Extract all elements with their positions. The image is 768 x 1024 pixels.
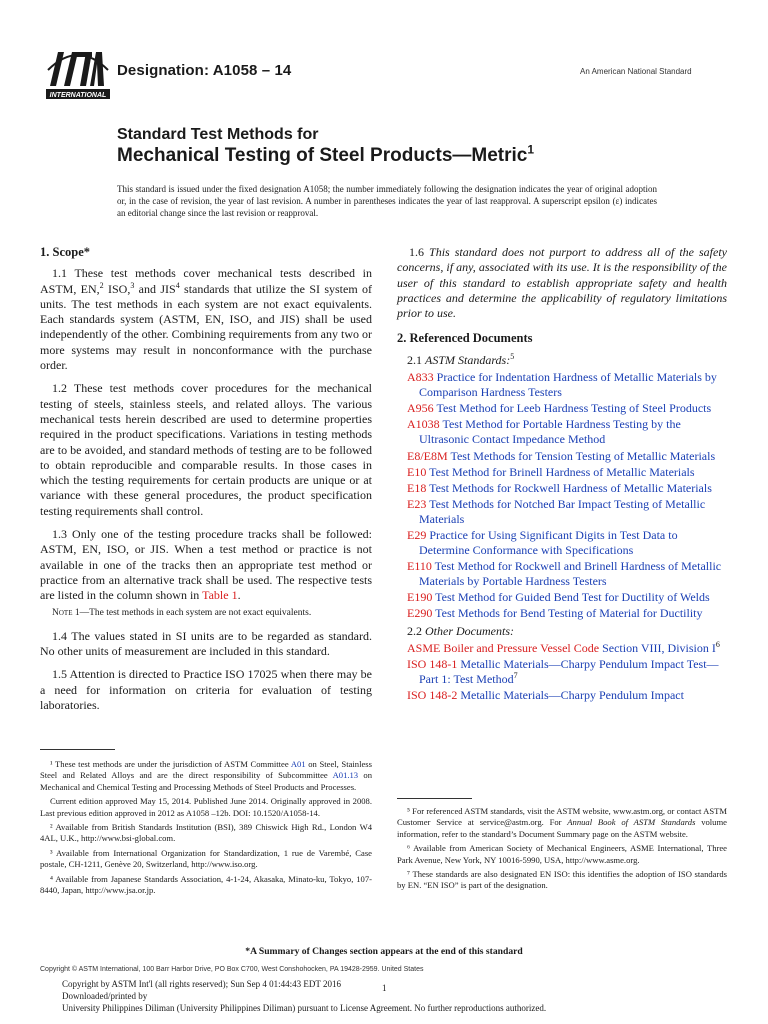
- astm-reference-item: [397, 590, 727, 605]
- paragraph-1-3: 1.3 Only one of the testing procedure tracks shall be followed: ASTM, EN, ISO, or JIS. When a test method or practice is not available in one of the tracks then an appropriate test method or practice from an alternative track shall be used. The respective tests are listed in the column shown in Table 1.: [40, 527, 372, 603]
- astm-reference-item: [397, 449, 727, 464]
- paragraph-1-1: 1.1 These test methods cover mechanical tests described in ASTM, EN,$^2$ ISO,$^3$ and JIS$^4$ standards that utilize the SI system of units. The test methods in each system are not exact equivalents. Each standards system (ASTM, EN, ISO, and JIS) shall be used independently of the other. Combining requirements from any two or more systems may result in nonconformance with the purchase order.: [40, 266, 372, 373]
- issuance-statement: This standard is issued under the fixed designation A1058; the number immediately following the designation indicates the year of original adoption or, in the case of revision, the year of last revision. A number in parentheses indicates the year of last reapproval. A superscript epsilon (ε) indicates an editorial change since the last revision or reapproval.: [117, 184, 657, 219]
- title-footnote-ref[interactable]: 1: [527, 142, 535, 157]
- astm-reference-title-link[interactable]: Test Method for Guided Bend Test for Ductility of Welds: [432, 590, 710, 605]
- other-reference-title-link[interactable]: Metallic Materials—Charpy Pendulum Impact Test—Part 1: Test Method: [419, 656, 719, 687]
- footnote-7: ⁷ These standards are also designated EN ISO: this identifies the adoption of ISO standards by EN. “EN ISO” is part of the designation.: [397, 869, 727, 891]
- astm-reference-code-link[interactable]: E18: [407, 480, 427, 495]
- footnote-4: ⁴ Available from Japanese Standards Association, 4-1-24, Akasaka, Minato-ku, Tokyo, 107-8440, Japan, http://www.jsa.or.jp.: [40, 873, 372, 896]
- summary-of-changes-note: *A Summary of Changes section appears at the end of this standard: [245, 946, 523, 957]
- astm-reference-code-link[interactable]: A1038: [407, 417, 440, 432]
- other-reference-code-link[interactable]: ISO 148-1: [407, 656, 458, 671]
- astm-reference-title-link[interactable]: Test Method for Brinell Hardness of Metallic Materials: [426, 464, 695, 479]
- title-text: Mechanical Testing of Steel Products—Metric: [117, 145, 528, 166]
- astm-standards-label: 2.1 ASTM Standards:$^5$: [407, 351, 515, 367]
- astm-reference-title-link[interactable]: Test Method for Leeb Hardness Testing of Steel Products: [433, 401, 712, 416]
- footnotes-left: [40, 759, 372, 899]
- astm-reference-title-link[interactable]: Test Methods for Notched Bar Impact Testing of Metallic Materials: [419, 496, 706, 526]
- other-reference-title-link[interactable]: Metallic Materials—Charpy Pendulum Impact: [457, 688, 684, 703]
- download-notice: [62, 978, 546, 1015]
- footnote-1: ¹ These test methods are under the jurisdiction of ASTM Committee A01 on Steel, Stainless Steel and Related Alloys and are the direct responsibility of Subcommittee A01.13 on Mechanical and Chemical Testing and Processing Methods of Steel Products and Processes.: [40, 759, 372, 792]
- astm-reference-code-link[interactable]: A833: [407, 370, 434, 385]
- designation-label: Designation: A1058: [117, 62, 258, 79]
- national-standard-label: An American National Standard: [580, 67, 692, 76]
- note-label: Note: [52, 607, 73, 618]
- note-1: Note 1—The test methods in each system are not exact equivalents.: [52, 607, 312, 618]
- footnote-ref[interactable]: 7: [513, 671, 518, 681]
- svg-text:INTERNATIONAL: INTERNATIONAL: [49, 92, 107, 99]
- paragraph-1-5: 1.5 Attention is directed to Practice ISO 17025 when there may be a need for information on criteria for evaluation of testing laboratories.: [40, 667, 372, 713]
- table-1-link[interactable]: Table 1: [202, 588, 238, 603]
- footnotes-right: [397, 806, 727, 895]
- astm-reference-code-link[interactable]: E10: [407, 464, 427, 479]
- committee-a01-link[interactable]: A01: [290, 759, 306, 769]
- astm-reference-code-link[interactable]: E190: [407, 590, 433, 605]
- astm-reference-item: [397, 528, 727, 558]
- astm-reference-item: [397, 370, 727, 400]
- astm-reference-code-link[interactable]: E29: [407, 528, 427, 543]
- other-reference-item: [397, 641, 727, 656]
- download-line-3: University Philippines Diliman (University Philippines Diliman) pursuant to License Agreement. No further reproductions authorized.: [62, 1003, 547, 1014]
- edition-note: Current edition approved May 15, 2014. Published June 2014. Originally approved in 2008. Last previous edition approved in 2012 as A1058 –12b. DOI: 10.1520/A1058-14.: [40, 796, 372, 818]
- subcommittee-a01-13-link[interactable]: A01.13: [332, 770, 359, 781]
- footnote-ref-4[interactable]: 4: [175, 280, 180, 290]
- astm-reference-list: [397, 370, 727, 622]
- section-heading-scope: 1. Scope*: [40, 245, 90, 259]
- title-line-2: [117, 142, 535, 167]
- astm-reference-code-link[interactable]: E110: [407, 559, 432, 574]
- other-reference-item: [397, 657, 727, 687]
- astm-reference-title-link[interactable]: Test Method for Portable Hardness Testing by the Ultrasonic Contact Impedance Method: [419, 417, 681, 447]
- astm-reference-title-link[interactable]: Practice for Indentation Hardness of Metallic Materials by Comparison Hardness Testers: [419, 370, 717, 400]
- astm-reference-item: [397, 606, 727, 621]
- page-number: 1: [382, 983, 387, 993]
- footnote-5: ⁵ For referenced ASTM standards, visit the ASTM website, www.astm.org, or contact ASTM Customer Service at service@astm.org. For Annual Book of ASTM Standards volume information, refer to the standard’s Document Summary page on the ASTM website.: [397, 806, 727, 839]
- other-documents-label: 2.2 Other Documents:: [407, 623, 514, 638]
- astm-reference-item: [397, 465, 727, 480]
- astm-reference-title-link[interactable]: Practice for Using Significant Digits in Test Data to Determine Conformance with Specifications: [419, 528, 678, 558]
- designation: [117, 62, 291, 79]
- astm-reference-title-link[interactable]: Test Methods for Rockwell Hardness of Metallic Materials: [426, 480, 712, 495]
- footnote-divider-right: [397, 798, 472, 799]
- astm-reference-item: [397, 559, 727, 589]
- astm-logo: [44, 46, 112, 106]
- astm-reference-item: [397, 497, 727, 527]
- astm-reference-code-link[interactable]: E8/E8M: [407, 448, 448, 463]
- astm-reference-title-link[interactable]: Test Methods for Tension Testing of Metallic Materials: [447, 448, 716, 463]
- designation-year: 14: [274, 62, 292, 79]
- astm-reference-item: [397, 417, 727, 447]
- astm-reference-code-link[interactable]: E23: [407, 496, 427, 511]
- other-reference-title-link[interactable]: Section VIII, Division I: [599, 640, 716, 655]
- designation-dash: –: [257, 62, 275, 79]
- astm-reference-title-link[interactable]: Test Method for Rockwell and Brinell Hardness of Metallic Materials by Portable Hardness Testers: [419, 559, 722, 589]
- other-reference-list: [397, 641, 727, 703]
- footnote-2: ² Available from British Standards Institution (BSI), 389 Chiswick High Rd., London W4 4AL, U.K., http://www.bsi-global.com.: [40, 822, 372, 844]
- footnote-3: ³ Available from International Organization for Standardization, 1 rue de Varembé, Case postale, CH-1211, Genève 20, Switzerland, http://www.iso.org.: [40, 847, 372, 870]
- copyright-line: Copyright © ASTM International, 100 Barr Harbor Drive, PO Box C700, West Conshohocken, PA 19428-2959. United States: [40, 966, 424, 973]
- right-column: [397, 245, 727, 704]
- other-reference-code-link[interactable]: ASME Boiler and Pressure Vessel Code: [407, 640, 600, 655]
- astm-reference-code-link[interactable]: A956: [407, 401, 434, 416]
- astm-reference-code-link[interactable]: E290: [407, 606, 433, 621]
- title-line-1: Standard Test Methods for: [117, 126, 319, 143]
- astm-logo-icon: [44, 46, 112, 106]
- astm-reference-item: [397, 401, 727, 416]
- footnote-6: ⁶ Available from American Society of Mechanical Engineers, ASME International, Three Park Avenue, New York, NY 10016-5990, USA, http://www.asme.org.: [397, 843, 727, 865]
- paragraph-1-2: 1.2 These test methods cover procedures for the mechanical testing of steels, stainless steels, and related alloys. The various mechanical tests herein described are used to determine properties required in the product specifications. Variations in testing methods are to be avoided, and standard methods of testing are to be followed to obtain reproducible and comparable results. In those cases in which the testing requirements for certain products are unique or at variance with these general procedures, the product specification testing requirements shall control.: [40, 381, 372, 518]
- other-reference-item: [397, 688, 727, 703]
- footnote-ref-2[interactable]: 2: [99, 280, 104, 290]
- astm-reference-title-link[interactable]: Test Methods for Bend Testing of Material for Ductility: [432, 606, 703, 621]
- astm-reference-item: [397, 481, 727, 496]
- paragraph-1-4: 1.4 The values stated in SI units are to be regarded as standard. No other units of measurement are included in this standard.: [40, 628, 372, 659]
- left-column: [40, 245, 372, 721]
- download-line-2: Downloaded/printed by: [62, 991, 148, 1002]
- section-heading-referenced-documents: 2. Referenced Documents: [397, 331, 533, 346]
- footnote-divider-left: [40, 749, 115, 750]
- footnote-ref[interactable]: 6: [715, 639, 720, 649]
- other-reference-code-link[interactable]: ISO 148-2: [407, 688, 458, 703]
- paragraph-1-6: 1.6 This standard does not purport to address all of the safety concerns, if any, associated with its use. It is the responsibility of the user of this standard to establish appropriate safety and health practices and determine the applicability of regulatory limitations prior to use.: [397, 245, 728, 321]
- download-line-1: Copyright by ASTM Int'l (all rights reserved); Sun Sep 4 01:44:43 EDT 2016: [62, 979, 341, 989]
- footnote-ref-3[interactable]: 3: [130, 280, 135, 290]
